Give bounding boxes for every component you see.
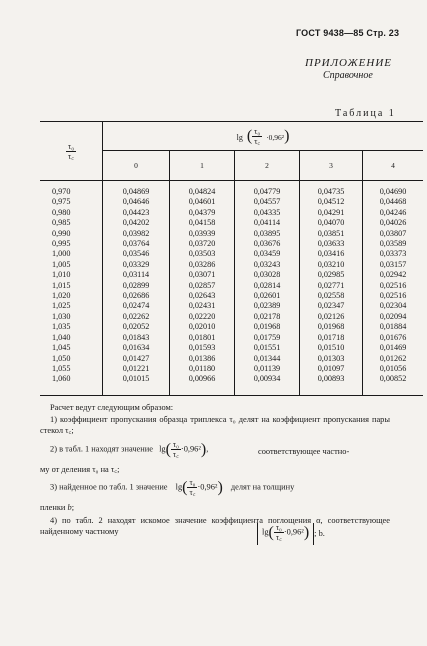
row-header-fraction: [66, 142, 76, 161]
formula-lg-ratio-2: lg( $\frac{\text{τ₀}}{\tau꜀}$ ·0,96²): [175, 478, 223, 497]
table-cell: 0,01510: [317, 343, 345, 353]
row-label: 1,005: [52, 259, 71, 269]
table-cell: 0,01676: [379, 332, 407, 342]
table-cell: 0,00966: [188, 374, 216, 384]
row-label: 1,030: [52, 311, 71, 321]
appendix-subtitle: Справочное: [323, 70, 373, 81]
table-cell: 0,04202: [122, 218, 150, 228]
step-3-text-b: пленки b;: [40, 503, 75, 512]
row-label: 0,980: [52, 207, 71, 217]
table-cell: 0,04690: [379, 187, 407, 196]
table-cell: 0,03807: [379, 228, 407, 238]
table-cell: 0,01801: [188, 332, 216, 342]
step-1-text: 1) коэффициент пропускания образца триплекса τ₀ делят на коэффициент пропускания пары стекол τ꜀;: [40, 415, 390, 435]
table-cell: 0,02814: [253, 280, 281, 290]
table-cell: 0,04468: [379, 197, 407, 207]
row-labels-column: [40, 181, 103, 396]
column-header: 4: [363, 151, 424, 181]
table-cell: 0,01386: [188, 353, 216, 363]
formula-lg-ratio: lg( $\frac{\text{τ₀}}{\tau꜀}$ ·0,96²),: [159, 440, 209, 459]
table-cell: 0,03895: [253, 228, 281, 238]
table-cell: 0,03633: [317, 239, 345, 249]
table-cell: 0,01344: [253, 353, 281, 363]
row-label: 1,000: [52, 249, 71, 259]
table-cell: 0,02304: [379, 301, 407, 311]
table-cell: 0,03071: [188, 270, 216, 280]
table-cell: 0,01180: [188, 363, 216, 373]
row-header-denominator: τ꜀: [68, 151, 74, 161]
formula-denominator: τ꜀: [172, 450, 179, 459]
table-cell: 0,03157: [379, 259, 407, 269]
formula-numerator: τ₀: [172, 440, 179, 449]
table-cell: 0,04070: [317, 218, 345, 228]
table-cell: 0,02431: [188, 301, 216, 311]
values-column-1: [170, 181, 235, 396]
table-cell: 0,00893: [317, 374, 345, 384]
table-cell: 0,03982: [122, 228, 150, 238]
top-header-lg: lg: [236, 132, 243, 142]
table-cell: 0,02474: [122, 301, 150, 311]
table-cell: 0,03720: [188, 239, 216, 249]
formula-numerator: τ₀: [275, 523, 282, 532]
table-cell: 0,03286: [188, 259, 216, 269]
row-label: 1,055: [52, 363, 71, 373]
table-cell: 0,02178: [253, 311, 281, 321]
table-cell: 0,04824: [188, 187, 216, 196]
table-cell: 0,04869: [122, 187, 150, 196]
intro-text: Расчет ведут следующим образом:: [50, 403, 174, 412]
table-cell: 0,01884: [379, 322, 407, 332]
row-header-numerator: τ₀: [67, 141, 74, 151]
table-cell: 0,01593: [188, 343, 216, 353]
table-cell: 0,02771: [317, 280, 345, 290]
table-cell: 0,02389: [253, 301, 281, 311]
table-cell: 0,03210: [317, 259, 345, 269]
table-caption: Таблица 1: [335, 108, 396, 119]
table-cell: 0,04158: [188, 218, 216, 228]
formula-multiplier: ·0,96²: [197, 482, 218, 492]
top-header: lg ( $\frac{\text{τ₀}}{\tau꜀}$ ·0,96²): [103, 122, 424, 151]
table-cell: 0,03243: [253, 259, 281, 269]
table-cell: 0,01634: [122, 343, 150, 353]
formula-denominator: τ꜀: [189, 488, 196, 497]
table-cell: 0,03589: [379, 239, 407, 249]
column-header: 1: [170, 151, 235, 181]
row-label: 1,010: [52, 270, 71, 280]
table-cell: 0,04646: [122, 197, 150, 207]
page-header: ГОСТ 9438—85 Стр. 23: [296, 28, 400, 38]
table-cell: 0,04779: [253, 187, 281, 196]
values-column-4: [363, 181, 424, 396]
formula-lg: lg: [262, 527, 269, 537]
step-4-text-a: 4) по табл. 2 находят искомое значение коэффициента поглощения α, соответствующее найденному частному: [40, 516, 390, 536]
table-cell: 0,03028: [253, 270, 281, 280]
step-3: 3) найденное по табл. 1 значение lg( $\frac{\text{τ₀}}{\tau꜀}$ ·0,96²) делят на толщину: [50, 478, 295, 497]
formula-lg: lg: [175, 482, 183, 492]
step-2-text-a: 2) в табл. 1 находят значение: [50, 444, 153, 454]
table-cell: 0,04423: [122, 207, 150, 217]
row-label: 0,970: [52, 187, 71, 196]
table-cell: 0,01015: [122, 374, 150, 384]
formula-denominator: τ꜀: [275, 533, 282, 542]
step-2-text-b-1: соответствующее частно-: [258, 447, 350, 456]
table-cell: 0,03114: [122, 270, 150, 280]
table-cell: 0,03329: [122, 259, 150, 269]
table-cell: 0,04512: [317, 197, 345, 207]
table-cell: 0,04735: [317, 187, 345, 196]
table-cell: 0,02126: [317, 311, 345, 321]
table-cell: 0,02262: [122, 311, 150, 321]
table-cell: 0,01759: [253, 332, 281, 342]
table-cell: 0,01303: [317, 353, 345, 363]
table-cell: 0,01097: [317, 363, 345, 373]
table-cell: 0,01968: [317, 322, 345, 332]
table-cell: 0,02899: [122, 280, 150, 290]
table-cell: 0,01221: [122, 363, 150, 373]
table-cell: 0,03416: [317, 249, 345, 259]
values-column-2: [235, 181, 300, 396]
table-cell: 0,03764: [122, 239, 150, 249]
table-cell: 0,00852: [379, 374, 407, 384]
table-cell: 0,03503: [188, 249, 216, 259]
top-header-denominator: τ꜀: [254, 136, 261, 146]
table-cell: 0,02516: [379, 280, 407, 290]
column-header: 0: [103, 151, 170, 181]
table-cell: 0,02347: [317, 301, 345, 311]
table-cell: 0,02985: [317, 270, 345, 280]
table-cell: 0,04601: [188, 197, 216, 207]
column-header: 3: [300, 151, 363, 181]
table-cell: 0,00934: [253, 374, 281, 384]
top-header-numerator: τ₀: [254, 126, 261, 136]
column-header: 2: [235, 151, 300, 181]
table-cell: 0,01551: [253, 343, 281, 353]
row-label: 1,045: [52, 343, 71, 353]
table-cell: 0,02942: [379, 270, 407, 280]
row-label: 1,040: [52, 332, 71, 342]
row-label: 1,015: [52, 280, 71, 290]
table-cell: 0,04114: [253, 218, 281, 228]
table-cell: 0,02857: [188, 280, 216, 290]
row-label: 0,995: [52, 239, 71, 249]
table-cell: 0,04246: [379, 207, 407, 217]
table-cell: 0,01262: [379, 353, 407, 363]
table-cell: 0,03459: [253, 249, 281, 259]
table-cell: 0,01843: [122, 332, 150, 342]
formula-multiplier: ·0,96²: [283, 527, 304, 537]
row-label: 1,020: [52, 291, 71, 301]
values-column-0: [103, 181, 170, 396]
table-cell: 0,02686: [122, 291, 150, 301]
table-cell: 0,04557: [253, 197, 281, 207]
row-label: 1,025: [52, 301, 71, 311]
appendix-title: ПРИЛОЖЕНИЕ: [305, 57, 392, 69]
step-4-text-b: ; b.: [314, 528, 325, 538]
formula-multiplier: ·0,96²: [180, 444, 201, 454]
formula-lg: lg: [159, 444, 166, 454]
table-cell: 0,02516: [379, 291, 407, 301]
table-cell: 0,02010: [188, 322, 216, 332]
table-cell: 0,04026: [379, 218, 407, 228]
row-label: 1,060: [52, 374, 71, 384]
row-label: 0,985: [52, 218, 71, 228]
row-label: 1,050: [52, 353, 71, 363]
table-cell: 0,01056: [379, 363, 407, 373]
table-cell: 0,03676: [253, 239, 281, 249]
formula-numerator: τ₀: [189, 478, 196, 487]
table-cell: 0,04379: [188, 207, 216, 217]
step-2-text-b: му от деления τ₀ на τ꜀;: [40, 465, 120, 474]
table-cell: 0,03939: [188, 228, 216, 238]
table-cell: 0,04335: [253, 207, 281, 217]
table-cell: 0,04291: [317, 207, 345, 217]
table-cell: 0,02052: [122, 322, 150, 332]
table-cell: 0,01968: [253, 322, 281, 332]
values-column-3: [300, 181, 363, 396]
table-cell: 0,03851: [317, 228, 345, 238]
row-label: 0,990: [52, 228, 71, 238]
table-cell: 0,02094: [379, 311, 407, 321]
data-table: [40, 121, 423, 396]
table-cell: 0,03546: [122, 249, 150, 259]
table-cell: 0,02643: [188, 291, 216, 301]
table-cell: 0,01469: [379, 343, 407, 353]
top-header-suffix: ·0,96²: [266, 132, 285, 142]
row-label: 0,975: [52, 197, 71, 207]
table-cell: 0,02220: [188, 311, 216, 321]
row-header: [40, 122, 103, 181]
step-4-formula: lg( $\frac{\text{τ₀}}{\tau꜀}$ ·0,96²) ; b.: [257, 523, 407, 545]
row-label: 1,035: [52, 322, 71, 332]
table-cell: 0,03373: [379, 249, 407, 259]
table-cell: 0,02601: [253, 291, 281, 301]
table-cell: 0,01139: [253, 363, 281, 373]
table-cell: 0,02558: [317, 291, 345, 301]
table-cell: 0,01427: [122, 353, 150, 363]
table-cell: 0,01718: [317, 332, 345, 342]
step-3-text-a: 3) найденное по табл. 1 значение: [50, 482, 168, 492]
